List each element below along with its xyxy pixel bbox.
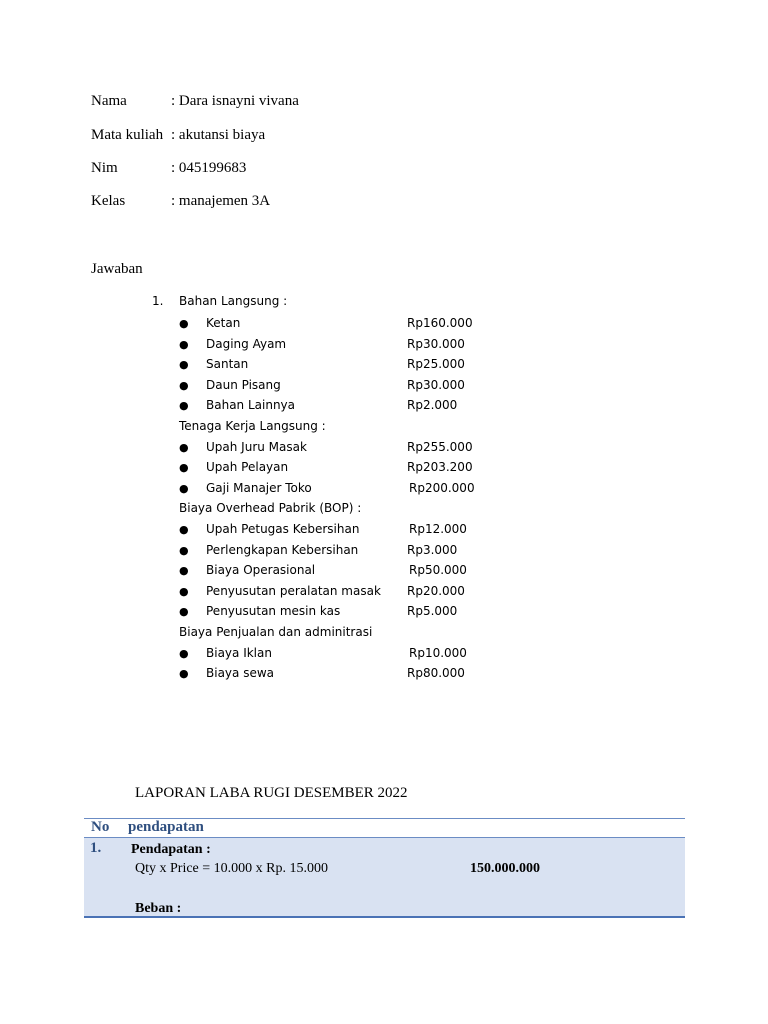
cost-item-name: Penyusutan peralatan masak [206, 584, 381, 598]
nim-label: Nim [91, 160, 118, 176]
column-header-pendapatan: pendapatan [128, 819, 204, 835]
cost-item-value: Rp12.000 [409, 522, 467, 536]
cost-item-name: Penyusutan mesin kas [206, 604, 341, 618]
cost-item-name: Upah Pelayan [206, 460, 289, 474]
cost-item-name: Gaji Manajer Toko [206, 481, 312, 495]
nim-value: : 045199683 [171, 160, 247, 176]
bullet-icon: ● [179, 605, 189, 618]
cost-item-value: Rp255.000 [407, 440, 473, 454]
cost-item-value: Rp80.000 [407, 666, 465, 680]
cost-item-name: Ketan [206, 316, 241, 330]
section-heading-tenaga: Tenaga Kerja Langsung : [179, 419, 326, 433]
bullet-icon: ● [179, 564, 189, 577]
cost-item-value: Rp50.000 [409, 563, 467, 577]
bullet-icon: ● [179, 379, 189, 392]
cost-item-value: Rp160.000 [407, 316, 473, 330]
cost-item-name: Upah Petugas Kebersihan [206, 522, 360, 536]
cost-item-value: Rp30.000 [407, 337, 465, 351]
cost-item-value: Rp2.000 [407, 398, 458, 412]
bullet-icon: ● [179, 647, 189, 660]
cost-item-value: Rp203.200 [407, 460, 473, 474]
cost-item-name: Santan [206, 357, 249, 371]
cost-item-value: Rp25.000 [407, 357, 465, 371]
cost-item-name: Daun Pisang [206, 378, 281, 392]
cost-item-name: Biaya Operasional [206, 563, 316, 577]
pendapatan-label: Pendapatan : [131, 842, 211, 857]
cost-item-name: Daging Ayam [206, 337, 287, 351]
column-header-no: No [91, 819, 110, 835]
bullet-icon: ● [179, 482, 189, 495]
class-label: Kelas [91, 193, 126, 209]
bullet-icon: ● [179, 399, 189, 412]
cost-item-value: Rp10.000 [409, 646, 467, 660]
report-title: LAPORAN LABA RUGI DESEMBER 2022 [135, 785, 408, 801]
cost-item-value: Rp200.000 [409, 481, 475, 495]
bullet-icon: ● [179, 544, 189, 557]
section-heading-penjualan: Biaya Penjualan dan adminitrasi [179, 625, 373, 639]
list-number: 1. [152, 294, 164, 308]
bullet-icon: ● [179, 317, 189, 330]
answer-heading: Jawaban [91, 261, 143, 277]
bullet-icon: ● [179, 338, 189, 351]
course-value: : akutansi biaya [171, 127, 266, 143]
bullet-icon: ● [179, 461, 189, 474]
bullet-icon: ● [179, 441, 189, 454]
pendapatan-total: 150.000.000 [470, 861, 540, 876]
row-number: 1. [90, 840, 102, 856]
cost-item-name: Perlengkapan Kebersihan [206, 543, 359, 557]
bullet-icon: ● [179, 667, 189, 680]
beban-label: Beban : [135, 901, 182, 916]
bullet-icon: ● [179, 358, 189, 371]
bullet-icon: ● [179, 523, 189, 536]
cost-item-value: Rp30.000 [407, 378, 465, 392]
cost-item-value: Rp5.000 [407, 604, 458, 618]
bullet-icon: ● [179, 585, 189, 598]
cost-item-value: Rp20.000 [407, 584, 465, 598]
table-row [84, 837, 685, 918]
name-label: Nama [91, 93, 127, 109]
cost-item-name: Upah Juru Masak [206, 440, 307, 454]
section-heading-bahan: Bahan Langsung : [179, 294, 288, 308]
cost-item-name: Bahan Lainnya [206, 398, 296, 412]
cost-item-name: Biaya sewa [206, 666, 274, 680]
cost-item-value: Rp3.000 [407, 543, 458, 557]
qty-price-line: Qty x Price = 10.000 x Rp. 15.000 [135, 861, 328, 876]
course-label: Mata kuliah [91, 127, 164, 143]
class-value: : manajemen 3A [171, 193, 271, 209]
name-value: : Dara isnayni vivana [171, 93, 299, 109]
section-heading-bop: Biaya Overhead Pabrik (BOP) : [179, 501, 362, 515]
cost-item-name: Biaya Iklan [206, 646, 272, 660]
